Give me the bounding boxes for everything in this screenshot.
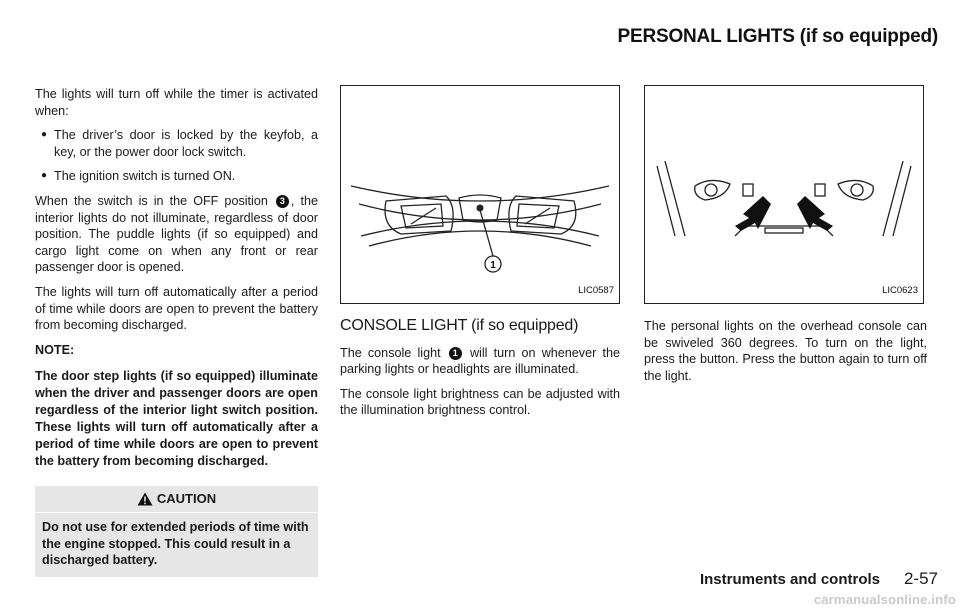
caution-box [35, 486, 318, 577]
caution-header [35, 486, 318, 513]
caution-text: Do not use for extended periods of time with the engine stopped. This could result in a discharged battery. [42, 520, 309, 568]
watermark: carmanualsonline.info [813, 592, 956, 607]
figure-id: LIC0623 [882, 285, 918, 297]
p1-text-b: will turn on whenever the parking lights or headlights are illuminated. [340, 345, 620, 377]
callout-3-icon: 3 [276, 195, 289, 208]
personal-lights-figure [644, 85, 924, 304]
off-position-paragraph [35, 193, 318, 276]
right-column [644, 85, 927, 392]
console-light-illustration [341, 86, 619, 303]
callout-1-icon: 1 [449, 347, 462, 360]
p1-text-a: The console light [340, 345, 441, 360]
console-light-paragraph-2: The console light brightness can be adjusted with the illumination brightness control. [340, 386, 620, 418]
warning-icon [137, 492, 153, 506]
personal-lights-illustration [645, 86, 923, 303]
console-light-paragraph-1 [340, 345, 620, 378]
note-label: NOTE: [35, 342, 75, 357]
bullet-item: ● The driver’s door is locked by the keyfob, a key, or the power door lock switch. [35, 127, 318, 160]
note-text: The door step lights (if so equipped) illuminate when the driver and passenger doors are open regardless of the interior light switch position. These lights will turn off automatically after a period of time while doors are open to prevent the battery from becoming discharged. [35, 369, 318, 469]
middle-column [340, 85, 620, 427]
personal-lights-paragraph: The personal lights on the overhead console can be swiveled 360 degrees. To turn on the light, press the button. Press the button again to turn off the light. [644, 319, 927, 383]
console-light-heading: CONSOLE LIGHT (if so equipped) [340, 317, 579, 334]
off-text-b: , the interior lights do not illuminate, regardless of door position. The puddle lights (if so equipped) and cargo light come on when any front or rear passenger door is opened. [35, 193, 318, 275]
intro-paragraph: The lights will turn off while the timer is activated when: [35, 87, 318, 118]
figure-id: LIC0587 [578, 285, 614, 297]
chapter-title: Instruments and controls [699, 571, 880, 588]
bullet-item: ● The ignition switch is turned ON. [35, 168, 318, 185]
section-title: PERSONAL LIGHTS (if so equipped) [617, 26, 938, 47]
auto-off-paragraph: The lights will turn off automatically after a period of time while doors are open to prevent the battery from becoming discharged. [35, 284, 318, 333]
off-text-a: When the switch is in the OFF position [35, 193, 268, 208]
figure-callout: 1 [490, 260, 496, 271]
left-column [35, 86, 318, 577]
page-number: 2-57 [903, 569, 938, 588]
console-light-figure [340, 85, 620, 304]
caution-title: CAUTION [156, 491, 217, 507]
